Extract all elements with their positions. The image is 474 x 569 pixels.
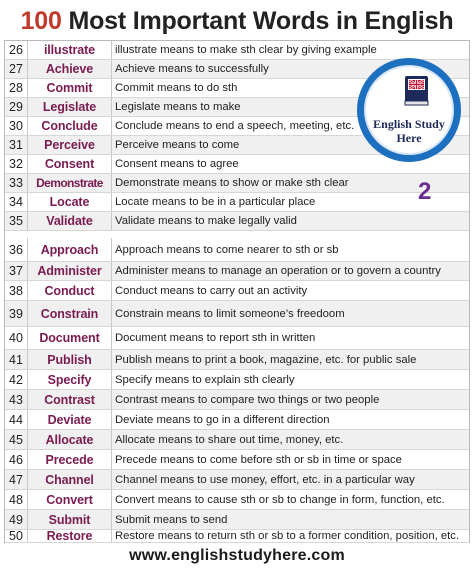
vocabulary-word: Specify bbox=[28, 370, 112, 389]
row-number: 35 bbox=[5, 212, 28, 230]
word-definition: Convert means to cause sth or sb to change in form, function, etc. bbox=[115, 493, 445, 506]
vocabulary-word: Administer bbox=[28, 262, 112, 280]
word-definition: Locate means to be in a particular place bbox=[115, 196, 316, 208]
word-definition: Validate means to make legally valid bbox=[115, 215, 297, 227]
row-number: 50 bbox=[5, 530, 28, 542]
table-row bbox=[5, 470, 469, 490]
table-row bbox=[5, 370, 469, 390]
table-row bbox=[5, 262, 469, 281]
word-definition: illustrate means to make sth clear by giving example bbox=[115, 44, 377, 56]
vocabulary-word: Locate bbox=[28, 193, 112, 211]
row-number: 39 bbox=[5, 301, 28, 326]
website-url[interactable]: www.englishstudyhere.com bbox=[129, 547, 345, 564]
row-number: 48 bbox=[5, 490, 28, 509]
title-number: 100 bbox=[20, 7, 62, 35]
word-definition: Approach means to come nearer to sth or sb bbox=[115, 243, 339, 256]
vocabulary-word: Perceive bbox=[28, 136, 112, 154]
word-definition: Constrain means to limit someone’s freedoom bbox=[115, 307, 345, 320]
vocabulary-word: Consent bbox=[28, 155, 112, 173]
title-text: Most Important Words in English bbox=[68, 7, 454, 35]
table-row bbox=[5, 430, 469, 450]
table-row bbox=[5, 281, 469, 301]
row-number: 29 bbox=[5, 98, 28, 116]
vocabulary-word: illustrate bbox=[28, 41, 112, 59]
row-number: 34 bbox=[5, 193, 28, 211]
row-number: 36 bbox=[5, 238, 28, 261]
vocabulary-word: Contrast bbox=[28, 390, 112, 409]
row-number: 44 bbox=[5, 410, 28, 429]
table-row bbox=[5, 193, 469, 212]
word-definition: Precede means to come before sth or sb in time or space bbox=[115, 453, 402, 466]
row-number: 47 bbox=[5, 470, 28, 489]
row-number: 32 bbox=[5, 155, 28, 173]
vocabulary-word: Conduct bbox=[28, 281, 112, 300]
table-row bbox=[5, 212, 469, 231]
table-row bbox=[5, 450, 469, 470]
row-number: 33 bbox=[5, 174, 28, 192]
word-definition: Channel means to use money, effort, etc. in a particular way bbox=[115, 473, 415, 486]
word-definition: Deviate means to go in a different direction bbox=[115, 413, 330, 426]
row-number: 41 bbox=[5, 350, 28, 369]
word-definition: Demonstrate means to show or make sth clear bbox=[115, 177, 349, 189]
table-row bbox=[5, 390, 469, 410]
word-definition: Perceive means to come bbox=[115, 139, 240, 151]
word-definition: Achieve means to successfully bbox=[115, 63, 269, 75]
vocabulary-word: Conclude bbox=[28, 117, 112, 135]
word-definition: Contrast means to compare two things or two people bbox=[115, 393, 380, 406]
book-icon bbox=[402, 74, 432, 108]
vocabulary-word: Commit bbox=[28, 79, 112, 97]
word-definition: Specify means to explain sth clearly bbox=[115, 373, 295, 386]
table-row bbox=[5, 41, 469, 60]
vocabulary-word: Validate bbox=[28, 212, 112, 230]
row-number: 28 bbox=[5, 79, 28, 97]
row-number: 26 bbox=[5, 41, 28, 59]
row-number: 43 bbox=[5, 390, 28, 409]
vocabulary-word: Submit bbox=[28, 510, 112, 529]
vocabulary-word: Restore bbox=[28, 530, 112, 542]
word-definition: Consent means to agree bbox=[115, 158, 239, 170]
vocabulary-word: Precede bbox=[28, 450, 112, 469]
logo-line-2: Here bbox=[396, 131, 422, 145]
table-row bbox=[5, 510, 469, 530]
word-definition: Commit means to do sth bbox=[115, 82, 238, 94]
word-definition: Document means to report sth in written bbox=[115, 332, 316, 344]
word-definition: Administer means to manage an operation or to govern a country bbox=[115, 265, 441, 277]
row-number: 31 bbox=[5, 136, 28, 154]
word-definition: Restore means to return sth or sb to a former condition, position, etc. bbox=[115, 530, 460, 542]
logo-text bbox=[364, 117, 454, 145]
table-row bbox=[5, 350, 469, 370]
row-number: 40 bbox=[5, 327, 28, 349]
row-number: 49 bbox=[5, 510, 28, 529]
table-row bbox=[5, 238, 469, 262]
vocabulary-word: Allocate bbox=[28, 430, 112, 449]
row-number: 30 bbox=[5, 117, 28, 135]
word-definition: Legislate means to make bbox=[115, 101, 241, 113]
vocabulary-word: Achieve bbox=[28, 60, 112, 78]
table-row bbox=[5, 410, 469, 430]
table-row bbox=[5, 327, 469, 350]
table-row bbox=[5, 530, 469, 543]
row-number: 42 bbox=[5, 370, 28, 389]
word-definition: Submit means to send bbox=[115, 513, 228, 526]
word-definition: Conclude means to end a speech, meeting, etc. bbox=[115, 120, 355, 132]
vocabulary-word: Deviate bbox=[28, 410, 112, 429]
vocabulary-word: Document bbox=[28, 327, 112, 349]
page-number: 2 bbox=[418, 178, 432, 205]
word-definition: Allocate means to share out time, money, etc. bbox=[115, 433, 344, 446]
row-number: 45 bbox=[5, 430, 28, 449]
vocabulary-word: Convert bbox=[28, 490, 112, 509]
word-definition: Conduct means to carry out an activity bbox=[115, 284, 308, 297]
english-study-here-logo bbox=[357, 58, 461, 162]
vocabulary-word: Approach bbox=[28, 238, 112, 261]
vocabulary-word: Channel bbox=[28, 470, 112, 489]
row-number: 37 bbox=[5, 262, 28, 280]
table-row bbox=[5, 174, 469, 193]
row-number: 27 bbox=[5, 60, 28, 78]
logo-line-1: English Study bbox=[373, 117, 445, 131]
vocabulary-word: Legislate bbox=[28, 98, 112, 116]
page-title bbox=[0, 4, 474, 38]
vocabulary-word: Publish bbox=[28, 350, 112, 369]
table-row bbox=[5, 301, 469, 327]
row-number: 46 bbox=[5, 450, 28, 469]
vocabulary-word: Constrain bbox=[28, 301, 112, 326]
vocabulary-word: Demonstrate bbox=[28, 174, 112, 192]
word-definition: Publish means to print a book, magazine, etc. for public sale bbox=[115, 353, 417, 366]
row-number: 38 bbox=[5, 281, 28, 300]
table-row bbox=[5, 490, 469, 510]
